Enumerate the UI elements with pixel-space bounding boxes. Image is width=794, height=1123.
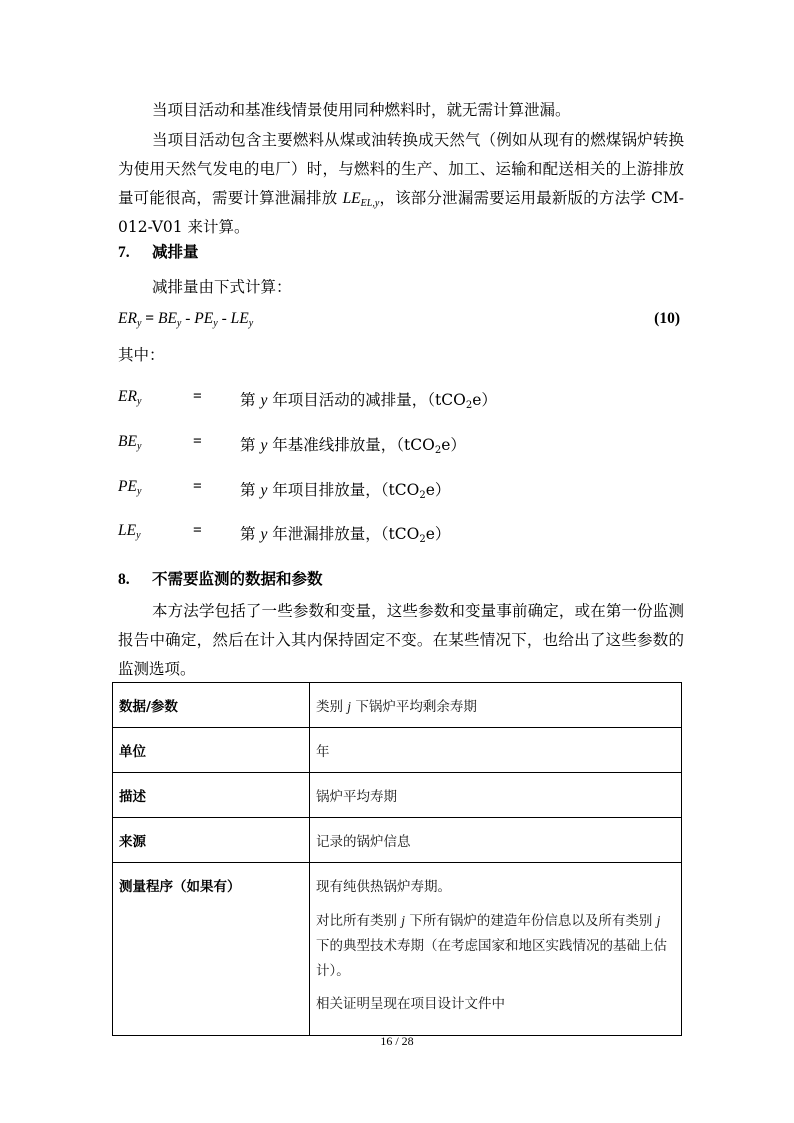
table-value: 类别 j 下锅炉平均剩余寿期	[310, 683, 682, 728]
table-key: 数据/参数	[113, 683, 310, 728]
table-key: 来源	[113, 818, 310, 863]
table-key: 描述	[113, 773, 310, 818]
table-value: 记录的锅炉信息	[310, 818, 682, 863]
section-7-intro: 减排量由下式计算：	[152, 278, 292, 296]
section-8-intro: 本方法学包括了一些参数和变量，这些参数和变量事前确定，或在第一份监测报告中确定，然后在计入其内保持固定不变。在某些情况下，也给出了这些参数的监测选项。	[118, 602, 684, 678]
table-row	[113, 683, 682, 728]
page-number: 16 / 28	[380, 1034, 414, 1048]
equation-10	[118, 310, 680, 336]
equation-formula: $ER_y = BE_y - PE_y - LE_y$	[118, 310, 254, 329]
table-value: 现有纯供热锅炉寿期。 对比所有类别 j 下所有锅炉的建造年份信息以及所有类别 j 下的典型技术寿期（在考虑国家和地区实践情况的基础上估计）。 相关证明呈现在项目设计文件中	[310, 863, 682, 1036]
table-value: 年	[310, 728, 682, 773]
parameter-table	[112, 682, 682, 1036]
section-8-heading: 8. 不需要监测的数据和参数	[118, 570, 323, 588]
definition-er: $ER_y$ = 第 y 年项目活动的减排量，（tCO$_2$e）	[118, 388, 497, 411]
section-7-heading: 7. 减排量	[118, 243, 199, 261]
definition-le: $LE_y$ = 第 y 年泄漏排放量，（tCO$_2$e）	[118, 522, 451, 545]
table-row	[113, 818, 682, 863]
table-key: 单位	[113, 728, 310, 773]
table-row	[113, 773, 682, 818]
paragraph-no-leakage: 当项目活动和基准线情景使用同种燃料时，就无需计算泄漏。	[152, 101, 571, 119]
definition-pe: $PE_y$ = 第 y 年项目排放量，（tCO$_2$e）	[118, 478, 451, 501]
table-value: 锅炉平均寿期	[310, 773, 682, 818]
table-row	[113, 728, 682, 773]
table-row	[113, 863, 682, 1036]
definition-be: $BE_y$ = 第 y 年基准线排放量，（tCO$_2$e）	[118, 433, 466, 456]
where-label: 其中：	[118, 346, 165, 364]
equation-number: (10)	[654, 310, 680, 327]
table-key: 测量程序（如果有）	[113, 863, 310, 1036]
paragraph-fuel-switch: 当项目活动包含主要燃料从煤或油转换成天然气（例如从现有的燃煤锅炉转换为使用天然气发电的电厂）时，与燃料的生产、加工、运输和配送相关的上游排放量可能很高，需要计算泄漏排放 $LE_{EL,y}$，该部分泄漏需要运用最新版的方法学 CM-012-V01 来计算。	[118, 131, 684, 236]
